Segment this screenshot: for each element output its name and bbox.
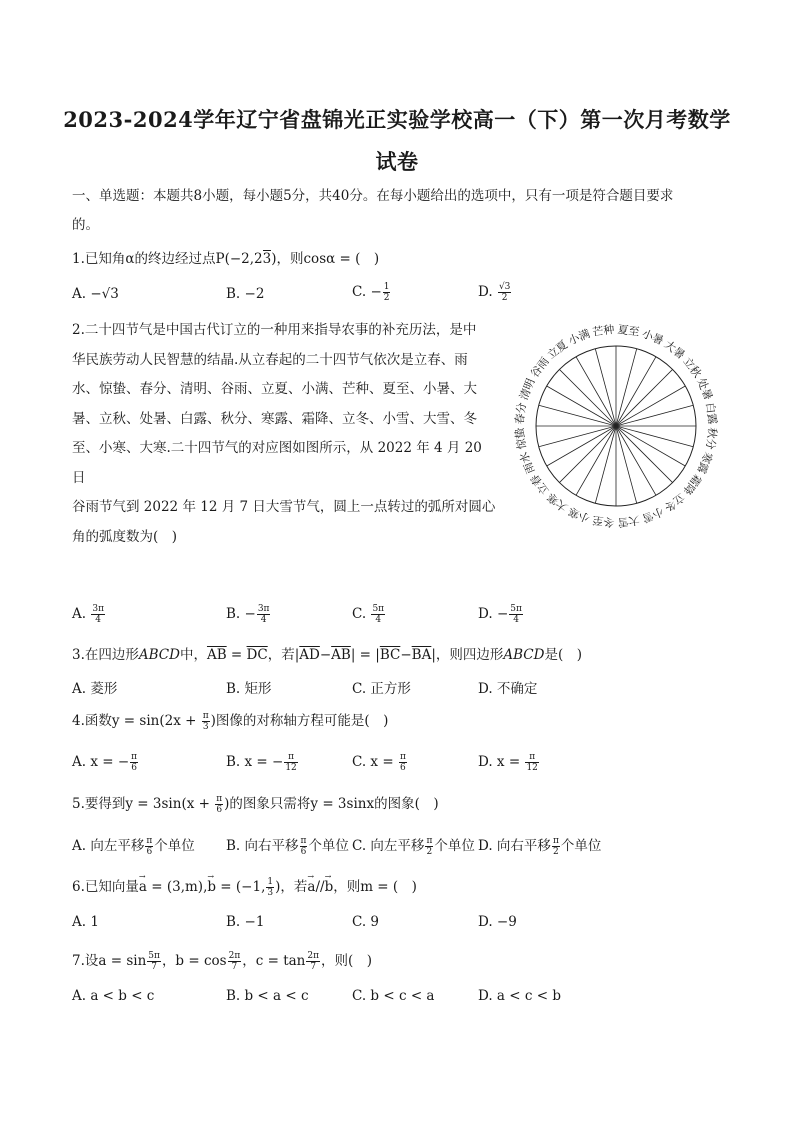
vector-a: → a [307, 876, 315, 898]
section-heading-cont: 的。 [72, 217, 99, 233]
solar-term-label: 立冬 [661, 490, 688, 515]
solar-term-label: 芒种 [591, 322, 616, 339]
q4-option-b[interactable]: B. x = − $\frac{\pi}{12}$ [226, 752, 297, 773]
q5-option-c[interactable]: C. 向左平移 $\frac{\pi}{2}$ 个单位 [352, 836, 475, 857]
q5-option-d[interactable]: D. 向右平移 $\frac{\pi}{2}$ 个单位 [478, 836, 602, 857]
wheel-radius [616, 349, 637, 426]
exam-title-line2: 试卷 [375, 149, 419, 174]
wheel-radius [595, 426, 616, 503]
q7-option-c[interactable]: C. b < c < a [352, 988, 435, 1004]
solar-term-label: 大暑 [661, 337, 688, 362]
wheel-radius [616, 426, 656, 495]
question-3-stem: 3.在四边形ABCD中，$\overline{AB} = \overline{DC}$，若$|\overline{AD}-\overline{AB}| = |\overline{BC}-\overline{BA}|$，则四边形ABCD是( ) [72, 647, 583, 663]
q4-option-d[interactable]: D. x = $\frac{\pi}{12}$ [478, 752, 538, 773]
q1-option-d[interactable]: D. $\frac{√3}{2}$ [478, 282, 511, 303]
vector-a: → a [139, 876, 147, 898]
vector-ab: $\overline{AB}$ [331, 647, 351, 663]
solar-term-label: 小满 [566, 327, 592, 348]
solar-term-label: 谷雨 [527, 354, 552, 381]
wheel-radius [576, 357, 616, 426]
q3-option-d[interactable]: D. 不确定 [478, 681, 538, 697]
question-5-stem: 5.要得到y = 3sin(x + $\frac{\pi}{6}$ )的图象只需将y = 3sinx的图象( ) [72, 794, 439, 815]
wheel-radius [539, 426, 616, 447]
solar-term-label: 雨水 [517, 450, 538, 476]
q2-option-c[interactable]: C. $\frac{5\pi}{4}$ [352, 604, 385, 625]
q3-option-b[interactable]: B. 矩形 [226, 681, 272, 697]
q2-line: 华民族劳动人民智慧的结晶.从立春起的二十四节气依次是立春、雨 [72, 351, 468, 368]
q2-line: 至、小寒、大寒.二十四节气的对应图如图所示，从 2022 年 4 月 20 日 [72, 440, 482, 486]
solar-term-label: 大寒 [544, 490, 571, 515]
wheel-radius [539, 405, 616, 426]
solar-term-label: 惊蛰 [512, 426, 529, 451]
wheel-radius [616, 426, 685, 466]
wheel-radius [616, 426, 693, 447]
solar-term-label: 立春 [527, 471, 552, 498]
solar-term-label: 白露 [703, 401, 720, 426]
solar-term-label: 小寒 [566, 504, 592, 525]
q2-option-d[interactable]: D. − $\frac{5\pi}{4}$ [478, 604, 522, 625]
vector-ba: $\overline{BA}$ [411, 647, 432, 663]
sqrt-value: 3 [262, 251, 272, 267]
q2-line: 谷雨节气到 2022 年 12 月 7 日大雪节气，圆上一点转过的弧所对圆心 [72, 499, 496, 515]
q1-option-a[interactable]: A. −√3 [72, 286, 119, 302]
q4-option-c[interactable]: C. x = $\frac{\pi}{6}$ [352, 752, 406, 773]
q7-option-b[interactable]: B. b < a < c [226, 988, 309, 1004]
wheel-radius [616, 405, 693, 426]
q3-option-c[interactable]: C. 正方形 [352, 681, 411, 697]
q2-line: 暑、立秋、处暑、白露、秋分、寒露、霜降、立冬、小雪、大雪、冬 [72, 410, 477, 427]
wheel-radius [616, 369, 673, 426]
solar-term-label: 小雪 [640, 504, 666, 525]
solar-term-label: 大雪 [616, 513, 641, 530]
q7-option-d[interactable]: D. a < c < b [478, 988, 561, 1004]
solar-term-label: 处暑 [694, 376, 715, 402]
q6-option-c[interactable]: C. 9 [352, 914, 380, 930]
q2-option-a[interactable]: A. $\frac{3\pi}{4}$ [72, 604, 104, 625]
exam-title-line1: 2023-2024学年辽宁省盘锦光正实验学校高一（下）第一次月考数学 [63, 107, 731, 132]
solar-term-label: 霜降 [680, 471, 705, 498]
solar-terms-wheel-diagram [506, 316, 726, 536]
solar-term-label: 寒露 [694, 450, 715, 476]
wheel-radius [576, 426, 616, 495]
vector-b: → b [207, 876, 216, 898]
q3-option-a[interactable]: A. 菱形 [72, 681, 118, 697]
section-heading: 一、单选题：本题共8小题，每小题5分，共40分。在每小题给出的选项中，只有一项是符合题目要求 [72, 188, 674, 204]
q2-line: 角的弧度数为( ) [72, 528, 178, 545]
solar-term-label: 小暑 [640, 327, 666, 348]
solar-term-label: 清明 [517, 376, 538, 402]
solar-term-label: 春分 [512, 401, 529, 426]
solar-term-label: 立夏 [544, 337, 571, 362]
question-6-stem: 6.已知向量→ a = (3,m),→ b = (−1, $\frac{1}{3}$ )，若→ a//→ b，则m = ( ) [72, 876, 417, 898]
wheel-radius [616, 426, 673, 483]
vector-b: → b [325, 876, 334, 898]
vector-ad: $\overline{AD}$ [299, 647, 320, 663]
wheel-radius [559, 426, 616, 483]
q7-option-a[interactable]: A. a < b < c [72, 988, 155, 1004]
q5-option-b[interactable]: B. 向右平移 $\frac{\pi}{6}$ 个单位 [226, 836, 349, 857]
wheel-radius [547, 386, 616, 426]
wheel-radius [616, 426, 637, 503]
vector-ab: $\overline{AB}$ [206, 647, 227, 663]
solar-term-label: 冬至 [591, 513, 616, 530]
q6-option-d[interactable]: D. −9 [478, 914, 517, 930]
wheel-radius [616, 357, 656, 426]
solar-term-label: 夏至 [616, 322, 641, 339]
solar-term-label: 立秋 [680, 354, 705, 381]
vector-dc: $\overline{DC}$ [246, 647, 268, 663]
q6-option-b[interactable]: B. −1 [226, 914, 265, 930]
wheel-radius [559, 369, 616, 426]
wheel-radius [595, 349, 616, 426]
question-2-stem [72, 316, 496, 552]
vector-bc: $\overline{BC}$ [379, 647, 401, 663]
question-1-stem: 1.已知角α的终边经过点P(−2,23)，则cosα = ( ) [72, 251, 380, 267]
wheel-radius [547, 426, 616, 466]
q5-option-a[interactable]: A. 向左平移 $\frac{\pi}{6}$ 个单位 [72, 836, 195, 857]
q4-option-a[interactable]: A. x = − $\frac{\pi}{6}$ [72, 752, 138, 773]
q2-line: 2.二十四节气是中国古代订立的一种用来指导农事的补充历法，是中 [72, 322, 477, 338]
q2-line: 水、惊蛰、春分、清明、谷雨、立夏、小满、芒种、夏至、小暑、大 [72, 381, 477, 397]
q1-option-b[interactable]: B. −2 [226, 286, 265, 302]
solar-term-label: 秋分 [703, 426, 720, 451]
question-7-stem: 7.设a = sin $\frac{5\pi}{7}$ ，b = cos $\frac{2\pi}{7}$ ，c = tan $\frac{2\pi}{7}$ ，则( ) [72, 951, 373, 972]
q2-option-b[interactable]: B. − $\frac{3\pi}{4}$ [226, 604, 270, 625]
question-4-stem: 4.函数y = sin(2x + $\frac{\pi}{3}$ )图像的对称轴方程可能是( ) [72, 711, 389, 732]
q6-option-a[interactable]: A. 1 [72, 914, 99, 930]
wheel-radius [616, 386, 685, 426]
q1-option-c[interactable]: C. − $\frac{1}{2}$ [352, 282, 390, 303]
